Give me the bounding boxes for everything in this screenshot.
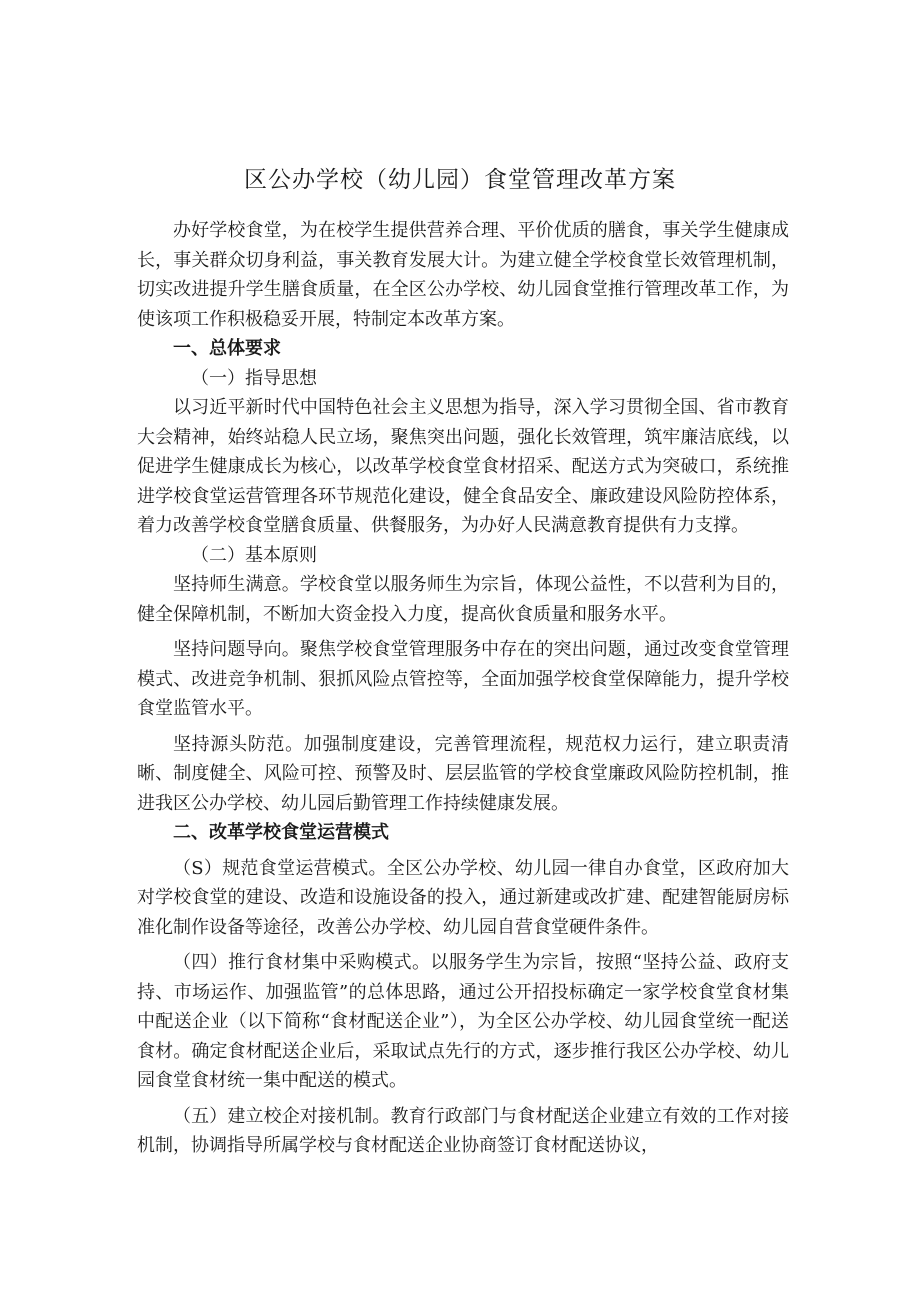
intro-paragraph: 办好学校食堂，为在校学生提供营养合理、平价优质的膳食，事关学生健康成长，事关群众切身利益，事关教育发展大计。为建立健全学校食堂长效管理机制，切实改进提升学生膳食质量，在全区公办学校、幼儿园食堂推行管理改革工作，为使该项工作积极稳妥开展，特制定本改革方案。: [137, 220, 789, 330]
page-title: 区公办学校（幼儿园）食堂管理改革方案: [244, 167, 676, 193]
section-heading-1: 一、总体要求: [173, 338, 281, 359]
guiding-ideology-paragraph: 以习近平新时代中国特色社会主义思想为指导，深入学习贯彻全国、省市教育大会精神，始终站稳人民立场，聚焦突出问题，强化长效管理，筑牢廉洁底线，以促进学生健康成长为核心，以改革学校食堂食材招采、配送方式为突破口，系统推进学校食堂运营管理各环节规范化建设，健全食品安全、廉政建设风险防控体系，着力改善学校食堂膳食质量、供餐服务，为办好人民满意教育提供有力支撑。: [137, 397, 789, 536]
reform-paragraph-4: （四）推行食材集中采购模式。以服务学生为宗旨，按照“坚持公益、政府支持、市场运作、加强监管”的总体思路，通过公开招投标确定一家学校食堂食材集中配送企业（以下简称“食材配送企业”），为全区公办学校、幼儿园食堂统一配送食材。确定食材配送企业后，采取试点先行的方式，逐步推行我区公办学校、幼儿园食堂食材统一集中配送的模式。: [137, 952, 789, 1091]
subsection-heading-2: （二）基本原则: [191, 544, 317, 566]
reform-paragraph-5: （五）建立校企对接机制。教育行政部门与食材配送企业建立有效的工作对接机制，协调指导所属学校与食材配送企业协商签订食材配送协议，: [137, 1105, 789, 1156]
document-body: [137, 216, 789, 1161]
reform-paragraph-3: （S）规范食堂运营模式。全区公办学校、幼儿园一律自办食堂，区政府加大对学校食堂的建设、改造和设施设备的投入，通过新建或改扩建、配建智能厨房标准化制作设备等途径，改善公办学校、幼儿园自营食堂硬件条件。: [137, 857, 789, 938]
principle-paragraph-1: 坚持师生满意。学校食堂以服务师生为宗旨，体现公益性，不以营利为目的，健全保障机制，不断加大资金投入力度，提高伙食质量和服务水平。: [137, 574, 789, 625]
subsection-heading-1: （一）指导思想: [191, 367, 317, 389]
principle-paragraph-2: 坚持问题导向。聚焦学校食堂管理服务中存在的突出问题，通过改变食堂管理模式、改进竞争机制、狠抓风险点管控等，全面加强学校食堂保障能力，提升学校食堂监管水平。: [137, 639, 789, 719]
section-heading-2: 二、改革学校食堂运营模式: [173, 822, 389, 843]
principle-paragraph-3: 坚持源头防范。加强制度建设，完善管理流程，规范权力运行，建立职责清晰、制度健全、风险可控、预警及时、层层监管的学校食堂廉政风险防控机制，推进我区公办学校、幼儿园后勤管理工作持续健康发展。: [137, 733, 789, 814]
